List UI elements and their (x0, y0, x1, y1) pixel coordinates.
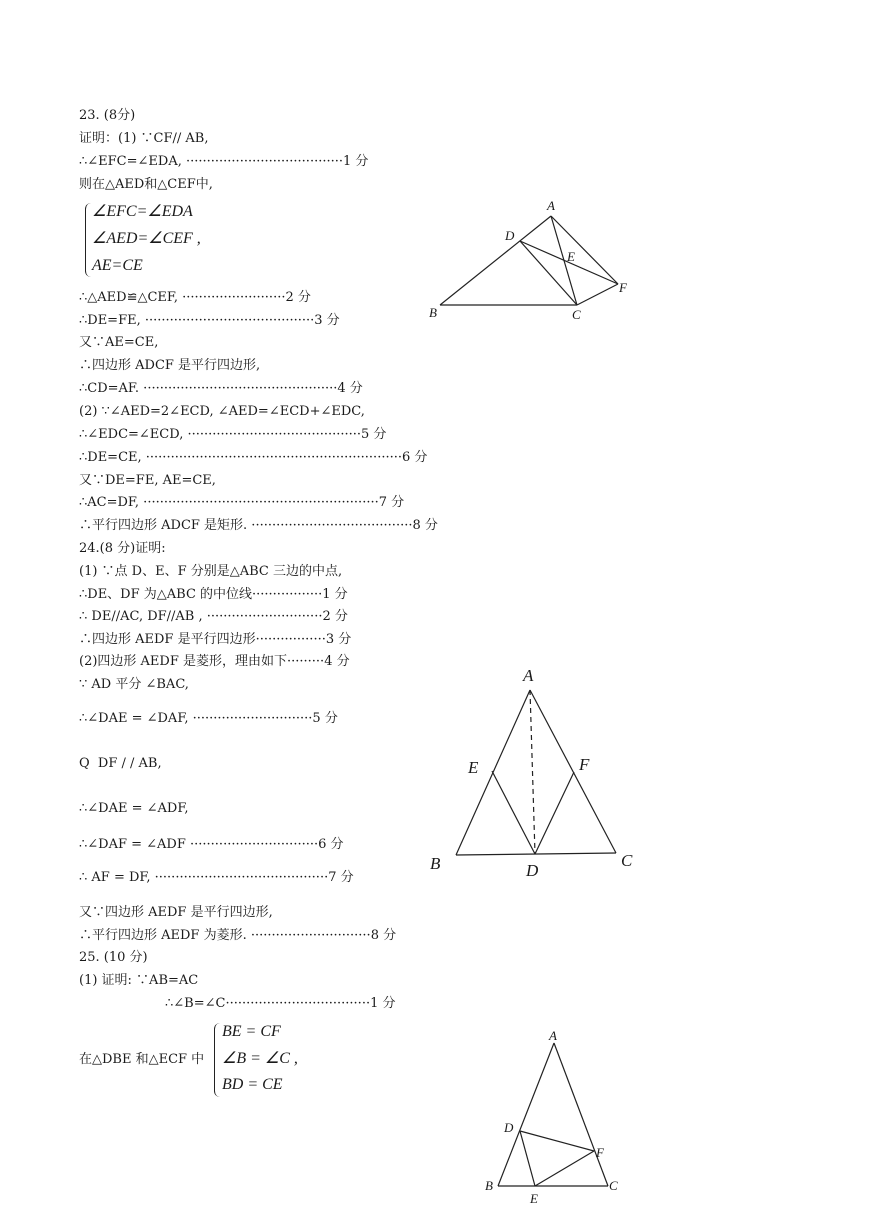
q24-line: ∴ AF = DF, ··········································7 分 (79, 870, 354, 885)
point-f-label: F (579, 755, 590, 774)
point-c-label: C (609, 1178, 618, 1193)
q23-header: 23. (8分) (79, 108, 136, 123)
point-b-label: B (430, 854, 441, 873)
q24-figure (425, 660, 640, 885)
q25-system-line: ∠B = ∠C , (222, 1050, 298, 1067)
q25-header: 25. (10 分) (79, 950, 148, 965)
point-d-label: D (526, 861, 539, 880)
q24-line: 又∵四边形 AEDF 是平行四边形, (79, 905, 273, 920)
q23-system-line: AE=CE (92, 257, 143, 274)
q24-line: ∴ DE//AC, DF//AB , ····························2 分 (79, 609, 348, 624)
segment-ad-dashed (530, 690, 535, 854)
q23-line: ∴平行四边形 ADCF 是矩形. ·······································8 分 (79, 518, 438, 533)
q25-figure (480, 1025, 630, 1210)
q23-figure (420, 195, 645, 325)
q23-line: ∴DE=CE, ······························································6 分 (79, 450, 428, 465)
q23-system-line: ∠EFC=∠EDA (92, 203, 193, 220)
point-e-label: E (530, 1191, 538, 1206)
segment-ac (530, 690, 616, 853)
q24-line: (1) ∵点 D、E、F 分别是△ABC 三边的中点, (79, 564, 343, 579)
segment-cf (577, 284, 618, 305)
point-d-label: D (504, 1120, 514, 1135)
q23-line: ∴DE=FE, ·········································3 分 (79, 313, 340, 328)
point-f-label: F (596, 1145, 604, 1160)
q25-system-line: BE = CF (222, 1023, 281, 1040)
point-f-label: F (619, 280, 627, 295)
segment-df (520, 1131, 594, 1151)
q23-line: ∴△AED≌△CEF, ·························2 分 (79, 290, 311, 305)
point-a-label: A (523, 666, 534, 685)
segment-ef (535, 1151, 594, 1186)
point-a-label: A (549, 1028, 557, 1043)
q24-line: Q DF / / AB, (79, 756, 162, 771)
q25-line: (1) 证明: ∵AB=AC (79, 973, 199, 988)
segment-ac (554, 1043, 608, 1186)
point-d-label: D (505, 228, 515, 243)
point-c-label: C (572, 307, 581, 322)
q23-system-line: ∠AED=∠CEF , (92, 230, 201, 247)
q24-line: ∵ AD 平分 ∠BAC, (79, 677, 189, 692)
q24-line: ∴∠DAF = ∠ADF ·······························6 分 (79, 837, 344, 852)
q25-line: 在△DBE 和△ECF 中 (79, 1052, 205, 1067)
q23-line: ∴∠EFC=∠EDA, ······································1 分 (79, 154, 369, 169)
segment-ab (498, 1043, 554, 1186)
q23-line: 又∵DE=FE, AE=CE, (79, 473, 216, 488)
segment-de (520, 1131, 535, 1186)
q25-system-line: BD = CE (222, 1076, 283, 1093)
q23-line: ∴AC=DF, ·························································7 分 (79, 495, 405, 510)
q24-line: ∴四边形 AEDF 是平行四边形·················3 分 (79, 632, 352, 647)
segment-df (535, 772, 574, 854)
q23-line: 证明：(1) ∵CF// AB, (79, 131, 209, 146)
q23-line: ∴∠EDC=∠ECD, ··········································5 分 (79, 427, 387, 442)
point-c-label: C (621, 851, 633, 870)
q25-system-brace (214, 1023, 221, 1097)
q24-line: ∴DE、DF 为△ABC 的中位线·················1 分 (79, 587, 348, 602)
segment-ed (492, 771, 535, 854)
q23-system-brace (85, 203, 92, 277)
q23-line: 又∵AE=CE, (79, 335, 159, 350)
q23-line: ∴四边形 ADCF 是平行四边形, (79, 358, 261, 373)
point-e-label: E (468, 758, 479, 777)
point-a-label: A (547, 198, 555, 213)
q23-line: (2) ∵∠AED=2∠ECD, ∠AED=∠ECD+∠EDC, (79, 404, 365, 419)
q25-line: ∴∠B=∠C···································1 分 (165, 996, 396, 1011)
segment-ab (440, 216, 551, 305)
segment-bc (456, 853, 616, 855)
point-b-label: B (429, 305, 437, 320)
q24-line: ∴∠DAE = ∠DAF, ·····························5 分 (79, 711, 338, 726)
q23-line: ∴CD=AF. ···············································4 分 (79, 381, 363, 396)
q24-header: 24.(8 分)证明: (79, 541, 166, 556)
q23-line: 则在△AED和△CEF中, (79, 177, 213, 192)
q24-line: (2)四边形 AEDF 是菱形，理由如下·········4 分 (79, 654, 350, 669)
q24-line: ∴平行四边形 AEDF 为菱形. ·····························8 分 (79, 928, 397, 943)
q24-line: ∴∠DAE = ∠ADF, (79, 801, 189, 816)
point-b-label: B (485, 1178, 493, 1193)
point-e-label: E (567, 249, 575, 264)
